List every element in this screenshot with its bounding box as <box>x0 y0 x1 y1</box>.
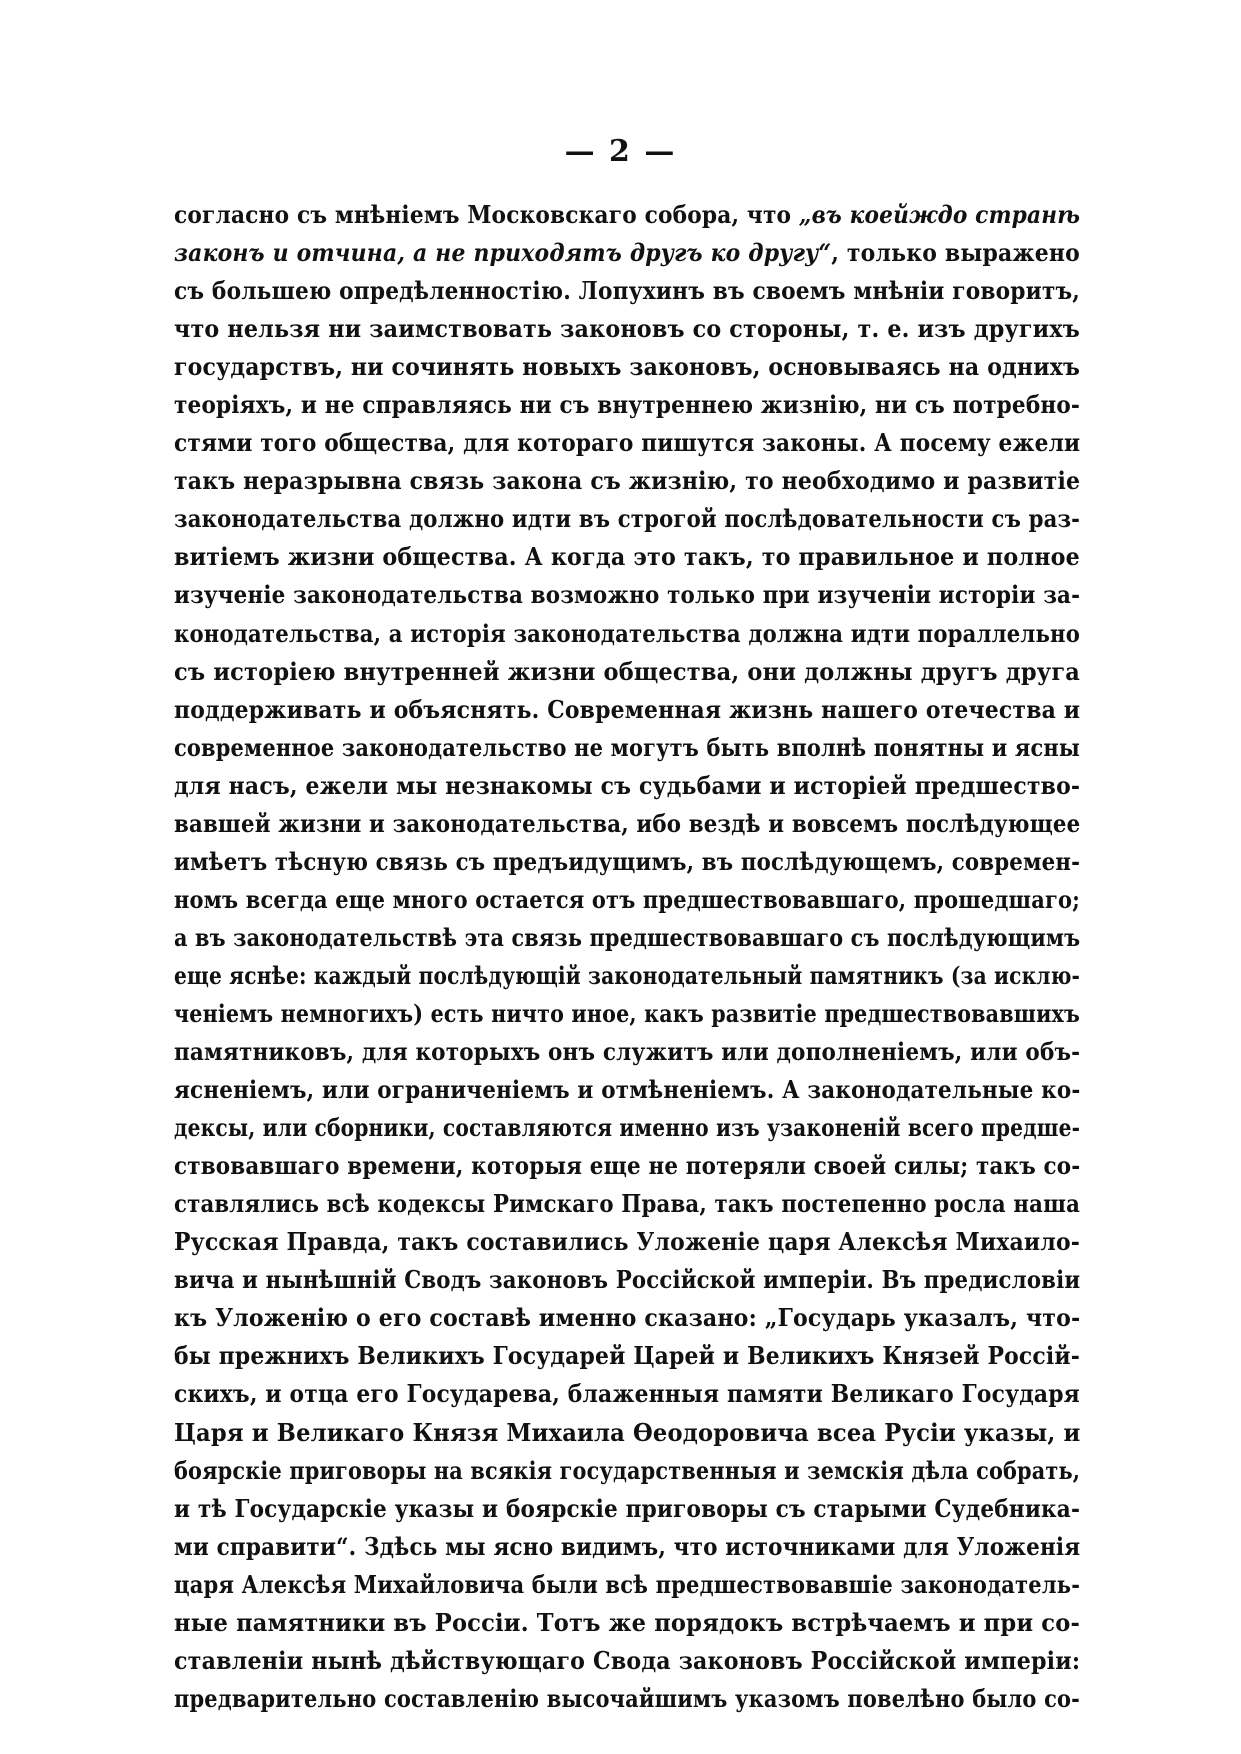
text-line <box>174 995 1080 1033</box>
text-segment: витіемъ жизни общества. А когда это такъ, то правильное и полное <box>174 542 1080 572</box>
text-segment: что нельзя ни заимствовать законовъ со стороны, т. е. изъ другихъ <box>174 314 1081 344</box>
text-segment: боярскіе приговоры на всякія государственныя и земскія дѣла собрать, <box>174 1455 1081 1485</box>
text-line <box>174 196 1080 234</box>
text-line <box>174 1147 1080 1185</box>
text-segment: имѣетъ тѣсную связь съ предъидущимъ, въ послѣдующемъ, современ- <box>174 846 1081 876</box>
text-segment: стями того общества, для котораго пишутся законы. А посему ежели <box>174 428 1081 458</box>
text-line <box>174 1223 1080 1261</box>
text-line <box>174 1071 1080 1109</box>
text-segment: скихъ, и отца его Государева, блаженныя памяти Великаго Государя <box>174 1379 1080 1409</box>
text-segment: Русская Правда, такъ составились Уложеніе царя Алексѣя Михаило- <box>174 1227 1081 1257</box>
text-line <box>174 843 1080 881</box>
text-line <box>174 1337 1080 1375</box>
text-line <box>174 919 1080 957</box>
text-segment: съ исторіею внутренней жизни общества, они должны другъ друга <box>174 656 1081 686</box>
text-segment: такъ неразрывна связь закона съ жизнію, то необходимо и развитіе <box>174 466 1081 496</box>
text-segment: номъ всегда еще много остается отъ предшествовавшаго, прошедшаго; <box>174 884 1081 914</box>
text-segment: вавшей жизни и законодательства, ибо вездѣ и вовсемъ послѣдующее <box>174 808 1081 838</box>
text-line <box>174 1452 1080 1490</box>
text-line <box>174 424 1080 462</box>
text-segment: и тѣ Государскіе указы и боярскіе приговоры съ старыми Судебника- <box>174 1493 1081 1523</box>
text-segment: ченіемъ немногихъ) есть ничто иное, какъ развитіе предшествовавшихъ <box>174 998 1081 1028</box>
text-line <box>174 1185 1080 1223</box>
text-segment: современное законодательство не могутъ быть вполнѣ понятны и ясны <box>174 732 1081 762</box>
text-segment: для насъ, ежели мы незнакомы съ судьбами и исторіей предшество- <box>174 770 1081 800</box>
text-segment: ставленіи нынѣ дѣйствующаго Свода законовъ Россійской имперіи: <box>174 1645 1081 1675</box>
text-line <box>174 767 1080 805</box>
text-segment: конодательства, а исторія законодательства должна идти пораллельно <box>174 618 1081 648</box>
text-segment: поддерживать и объяснять. Современная жизнь нашего отечества и <box>174 694 1081 724</box>
italic-quote-segment: законъ и отчина, а не приходятъ другъ ко другу“ <box>174 238 832 268</box>
text-segment: государствъ, ни сочинять новыхъ законовъ, основываясь на однихъ <box>174 352 1081 382</box>
text-line <box>174 653 1080 691</box>
text-line <box>174 538 1080 576</box>
text-line <box>174 1604 1080 1642</box>
text-segment: изученіе законодательства возможно только при изученіи исторіи за- <box>174 580 1081 610</box>
text-segment: ствовавшаго времени, которыя еще не потеряли своей силы; такъ со- <box>174 1151 1081 1181</box>
text-segment: царя Алексѣя Михайловича были всѣ предшествовавшіе законодатель- <box>174 1569 1081 1599</box>
text-segment: съ большею опредѣленностію. Лопухинъ въ своемъ мнѣніи говоритъ, <box>174 276 1081 306</box>
text-line <box>174 1261 1080 1299</box>
text-segment: а въ законодательствѣ эта связь предшествовавшаго съ послѣдующимъ <box>174 922 1081 952</box>
text-line <box>174 957 1080 995</box>
text-line <box>174 500 1080 538</box>
text-segment: предварительно составленію высочайшимъ указомъ повелѣно было со- <box>174 1683 1081 1713</box>
text-segment: вича и нынѣшній Сводъ законовъ Россійской имперіи. Въ предисловіи <box>174 1265 1081 1295</box>
text-segment: къ Уложенію о его составѣ именно сказано: „Государь указалъ, что- <box>174 1303 1081 1333</box>
text-line <box>174 234 1080 272</box>
text-line <box>174 1375 1080 1413</box>
text-line <box>174 1528 1080 1566</box>
text-segment: памятниковъ, для которыхъ онъ служитъ или дополненіемъ, или объ- <box>174 1037 1081 1067</box>
text-line <box>174 1033 1080 1071</box>
text-line <box>174 881 1080 919</box>
text-segment: Царя и Великаго Князя Михаила Ѳеодоровича всеа Русіи указы, и <box>174 1417 1081 1447</box>
text-line <box>174 1490 1080 1528</box>
text-line <box>174 729 1080 767</box>
text-line <box>174 1642 1080 1680</box>
text-line <box>174 386 1080 424</box>
text-segment: , только выражено <box>831 238 1080 268</box>
text-segment: теоріяхъ, и не справляясь ни съ внутреннею жизнію, ни съ потребно- <box>174 390 1081 420</box>
text-line <box>174 576 1080 614</box>
text-line <box>174 462 1080 500</box>
text-line <box>174 1414 1080 1452</box>
text-segment: ные памятники въ Россіи. Тотъ же порядокъ встрѣчаемъ и при со- <box>174 1607 1081 1637</box>
text-line <box>174 691 1080 729</box>
body-text <box>174 196 1080 1718</box>
text-line <box>174 310 1080 348</box>
text-line <box>174 805 1080 843</box>
text-line <box>174 272 1080 310</box>
text-segment: дексы, или сборники, составляются именно изъ узаконеній всего предше- <box>174 1113 1081 1143</box>
text-segment: ставлялись всѣ кодексы Римскаго Права, такъ постепенно росла наша <box>174 1189 1081 1219</box>
text-line <box>174 1109 1080 1147</box>
italic-quote-segment: „въ коейждо странѣ <box>798 200 1081 229</box>
text-line <box>174 615 1080 653</box>
text-segment: бы прежнихъ Великихъ Государей Царей и Великихъ Князей Россій- <box>174 1341 1081 1371</box>
text-segment: законодательства должно идти въ строгой послѣдовательности съ раз- <box>174 504 1081 534</box>
text-segment: ясненіемъ, или ограниченіемъ и отмѣненіемъ. А законодательные ко- <box>174 1075 1081 1105</box>
text-segment: согласно съ мнѣніемъ Московскаго собора, что <box>174 200 799 229</box>
text-segment: еще яснѣе: каждый послѣдующій законодательный памятникъ (за исклю- <box>174 960 1081 990</box>
text-segment: ми справити“. Здѣсь мы ясно видимъ, что источниками для Уложенія <box>174 1531 1081 1561</box>
text-line <box>174 1680 1080 1718</box>
text-line <box>174 1566 1080 1604</box>
text-line <box>174 1299 1080 1337</box>
text-line <box>174 348 1080 386</box>
page-number-header: — 2 — <box>564 134 677 169</box>
